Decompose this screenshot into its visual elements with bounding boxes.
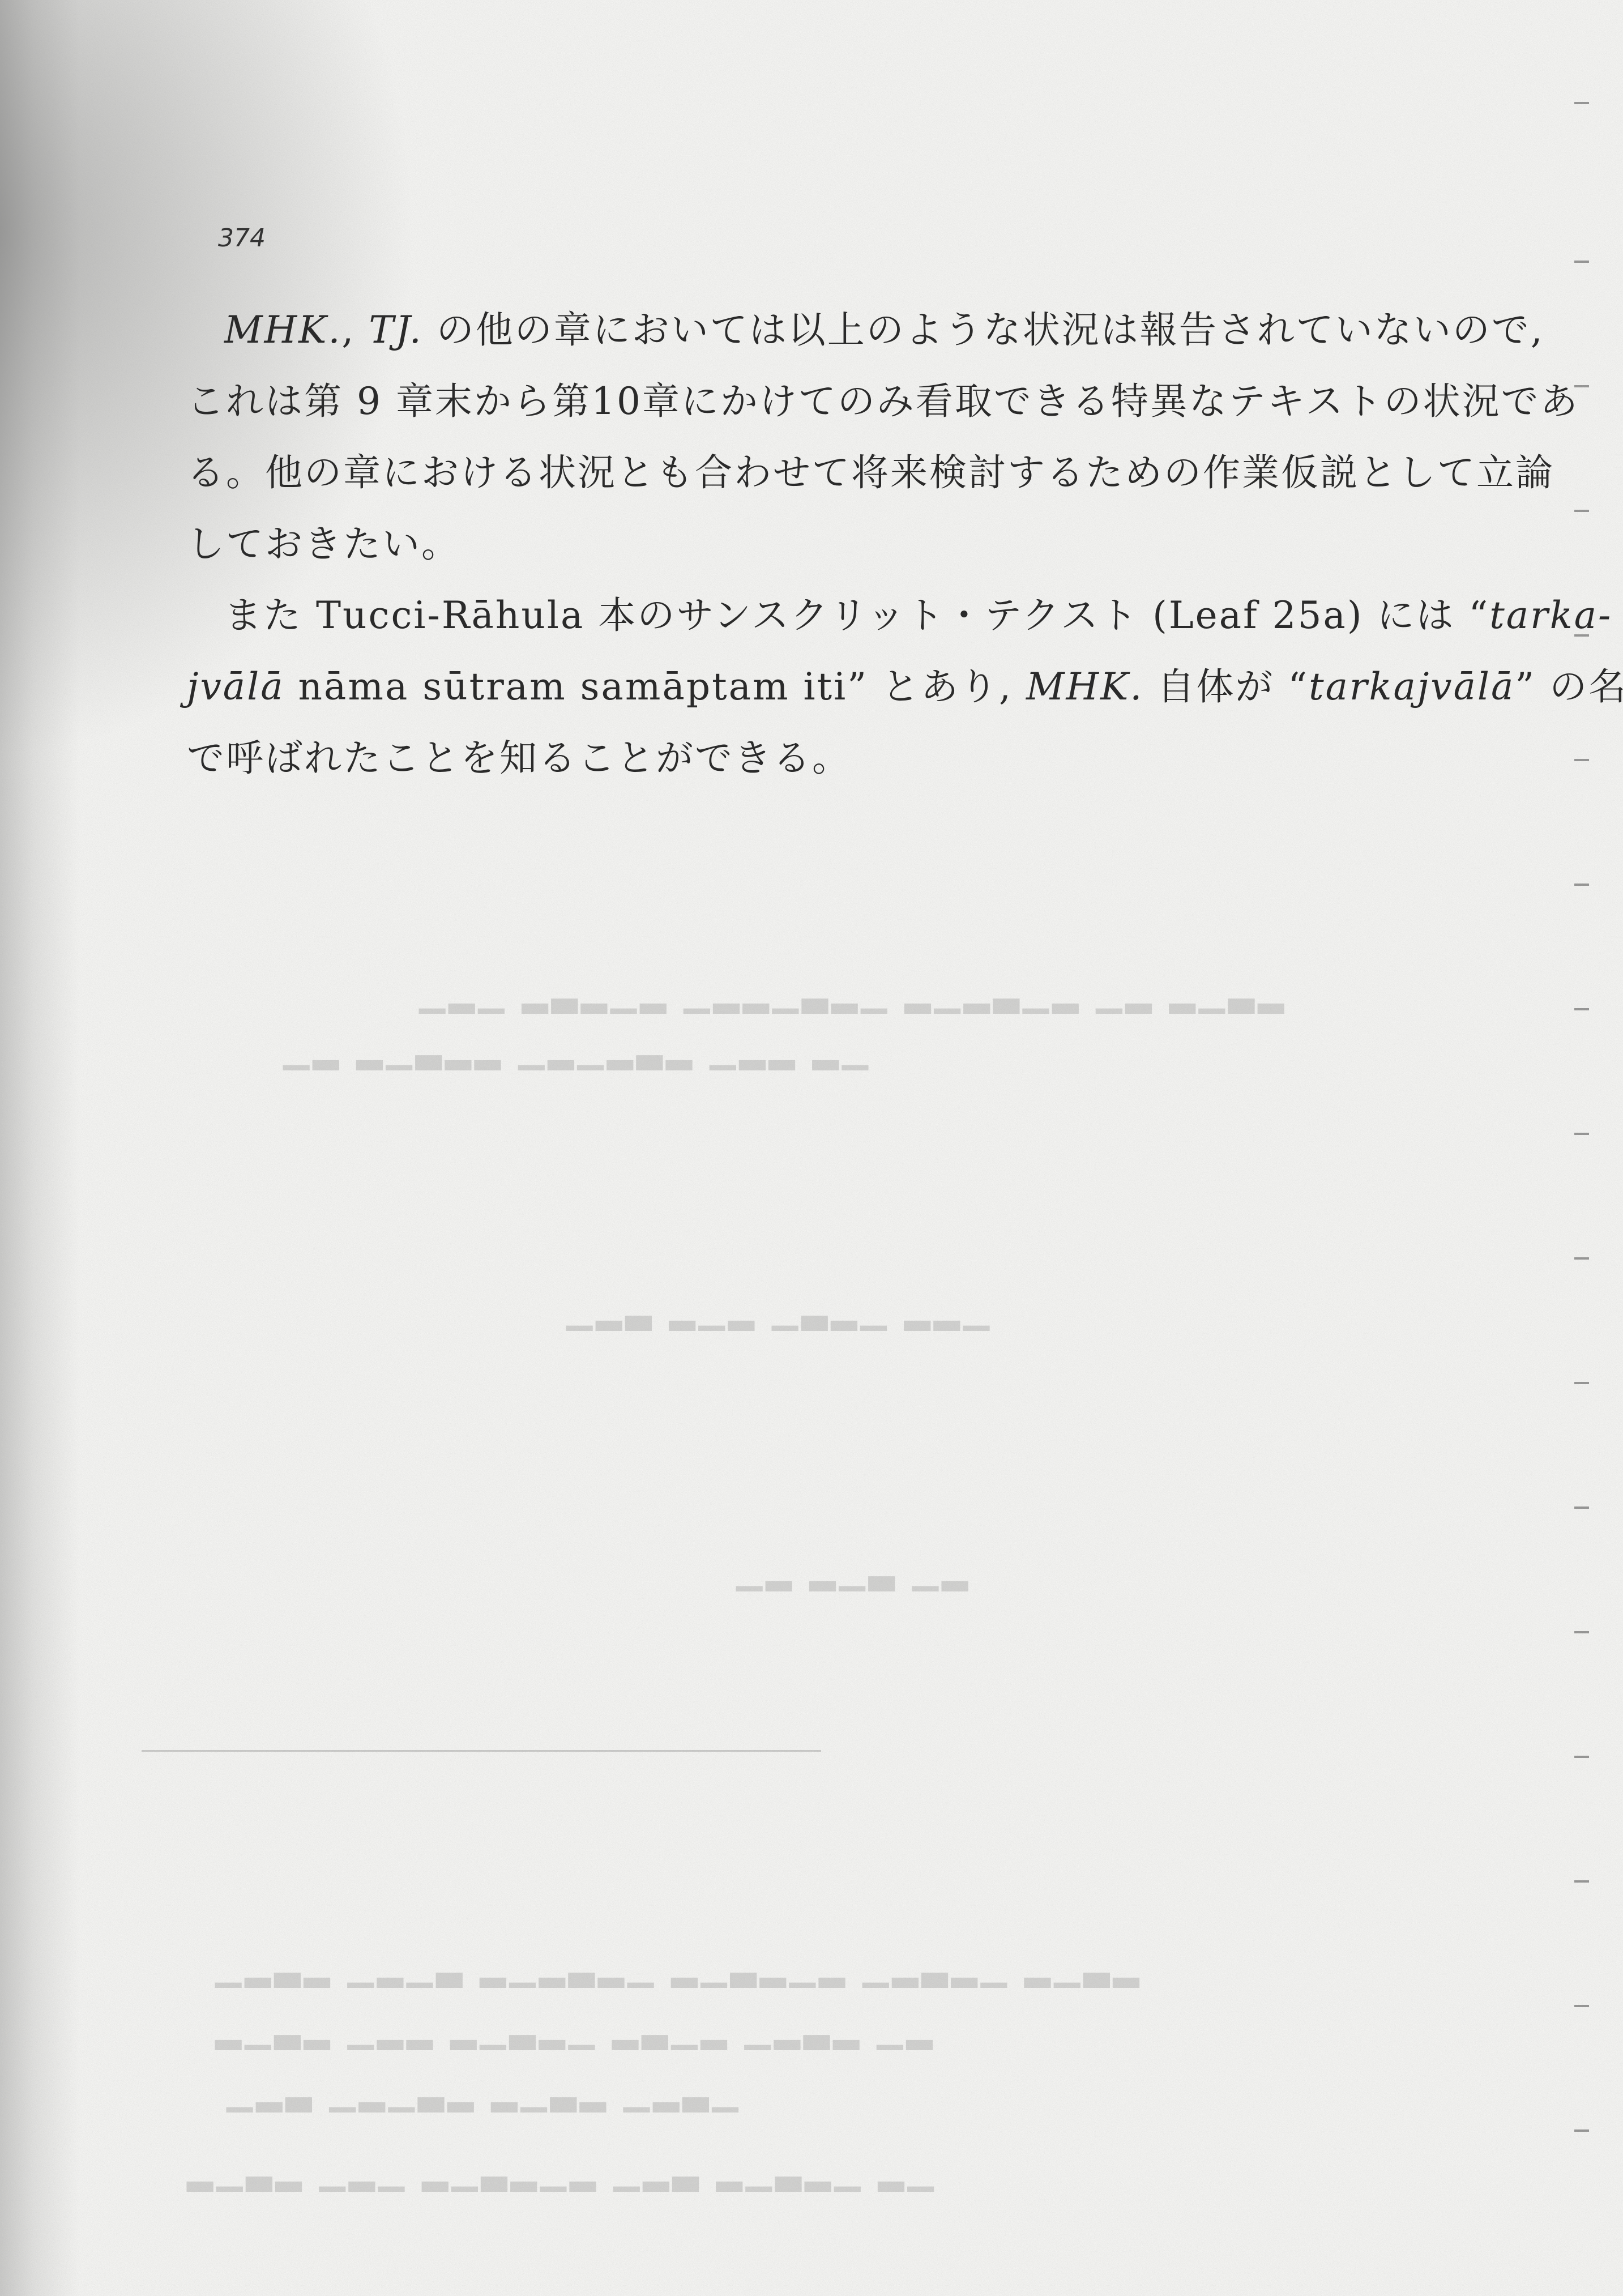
text-span: また Tucci-Rāhula 本のサンスクリット・テクスト (Leaf 25a) には “ [224, 594, 1489, 637]
sanskrit-term: tarka- [1489, 594, 1612, 637]
bleed-through-block-3: ▁▂▃ ▂▁▂ ▁▃▂▁ ▂▂▁ [566, 1280, 993, 1342]
abbrev-mhk: MHK. [1026, 665, 1143, 709]
sanskrit-term: jvālā [187, 665, 285, 709]
text-span: nāma sūtram samāptam iti” とあり, [285, 665, 1026, 709]
paragraph-1-line-2: これは第 9 章末から第10章にかけてのみ看取できる特異なテキストの状況であ [187, 366, 1472, 437]
abbrev-mhk: MHK. [224, 308, 341, 352]
text-span: の他の章においては以上のような状況は報告されていないので, [423, 308, 1544, 352]
text-span: , [341, 308, 369, 352]
bleed-through-block-2: ▁▂ ▂▁▃▂▂ ▁▂▁▂▃▂ ▁▂▂ ▂▁ [283, 1019, 872, 1082]
sanskrit-term: tarkajvālā [1309, 665, 1515, 709]
paragraph-2-line-3: で呼ばれたことを知ることができる。 [187, 723, 1472, 794]
bleed-through-block-7: ▁▂▃ ▁▂▁▃▂ ▂▁▃▂ ▁▂▃▁ [227, 2062, 742, 2124]
bleed-through-block-1: ▁▂▁ ▂▃▂▁▂ ▁▂▂▁▃▂▁ ▂▁▂▃▁▂ ▁▂ ▂▁▃▂ [419, 963, 1287, 1025]
text-span: 自体が “ [1143, 665, 1309, 709]
bleed-through-block-6: ▂▁▃▂ ▁▂▂ ▂▁▃▂▁ ▂▃▁▂ ▁▂▃▂ ▁▂ [215, 1999, 936, 2062]
bleed-through-block-4: ▁▂ ▂▁▃ ▁▂ [736, 1540, 971, 1603]
abbrev-tj: TJ. [369, 308, 422, 352]
page-number: 374 [218, 224, 266, 253]
bleed-through-block-5: ▁▂▃▂ ▁▂▁▃ ▂▁▂▃▂▁ ▂▁▃▂▁▂ ▁▂▃▂▁ ▂▁▃▂ [215, 1937, 1143, 1999]
text-span: ” の名 [1515, 665, 1623, 709]
paragraph-1-line-3: る。他の章における状況とも合わせて将来検討するための作業仮説として立論 [187, 437, 1472, 509]
bleed-through-block-8: ▂▁▃▂ ▁▂▁ ▂▁▃▂▁▂ ▁▂▃ ▂▁▃▂▁ ▂▁ [187, 2141, 937, 2203]
paragraph-1-line-4: しておきたい。 [187, 509, 1472, 580]
